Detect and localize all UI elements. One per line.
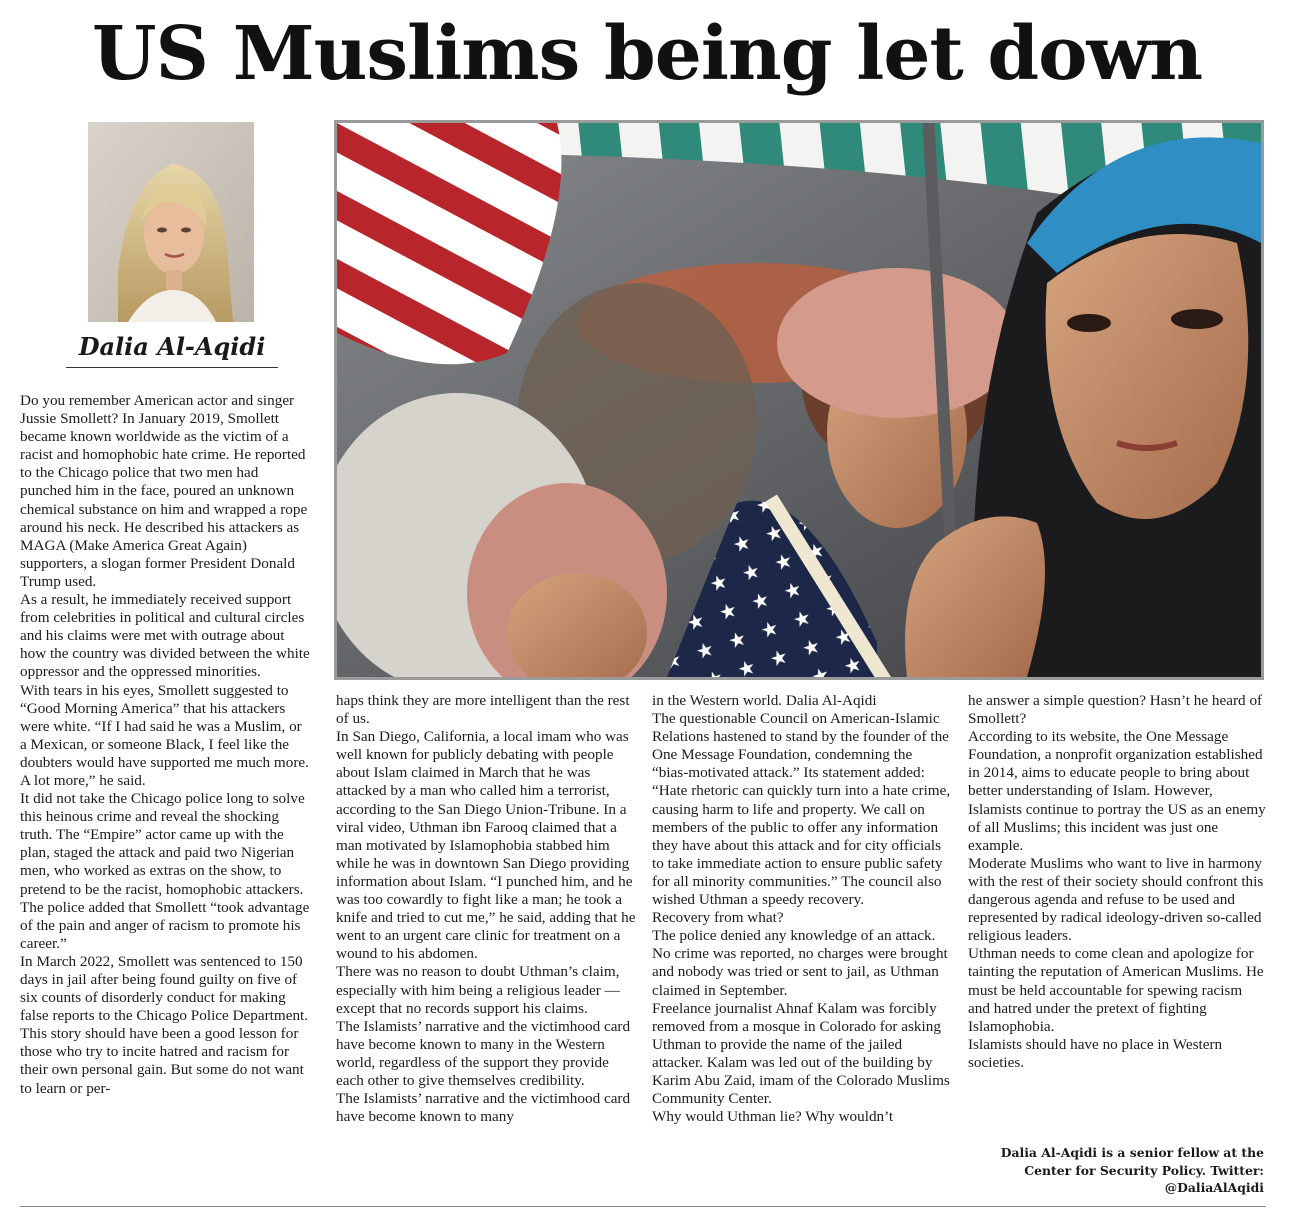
paragraph: With tears in his eyes, Smollett suggested to “Good Morning America” that his attackers were white. “If I had said he was a Muslim, or a Mexican, or someone Black, I feel like the doubters would have supported me much more. A lot more,” he said.: [20, 681, 309, 789]
headline: US Muslims being let down: [91, 11, 1203, 97]
paragraph: The police denied any knowledge of an attack. No crime was reported, no charges were brought and nobody was tried or sent to jail, as Uthman claimed in September.: [652, 927, 948, 999]
author-bio: [968, 1144, 1264, 1197]
paragraph: Recovery from what?: [652, 909, 784, 927]
paragraph: Do you remember American actor and singer Jussie Smollett? In January 2019, Smollett became known worldwide as the victim of a racist and homophobic hate crime. He reported to the Chicago police that two men had punched him in the face, poured an unknown chemical substance on him and wrapped a rope around his neck. He described his attackers as MAGA (Make America Great Again) supporters, a slogan former President Donald Trump used.: [20, 392, 308, 590]
paragraph: Why would Uthman lie? Why wouldn’t: [652, 1108, 894, 1126]
paragraph: Moderate Muslims who want to live in harmony with the rest of their society should confront this dangerous agenda and refuse to be used and represented by radical ideology-driven so-called religious leaders.: [968, 854, 1264, 945]
bottom-divider: [20, 1206, 1266, 1207]
paragraph: Islamists should have no place in Western societies.: [968, 1035, 1223, 1071]
twitter-handle: @DaliaAlAqidi: [1164, 1180, 1264, 1195]
article-column-4: [968, 692, 1266, 1072]
main-photo: [334, 120, 1264, 680]
paragraph: Uthman needs to come clean and apologize for tainting the reputation of American Muslims. He must be held accountable for spewing racism and hatred under the pretext of fighting Islamophobia.: [968, 945, 1264, 1035]
author-divider: [66, 367, 278, 368]
paragraph: In San Diego, California, a local imam who was well known for publicly debating with people about Islam claimed in March that he was attacked by a man who called him a terrorist, according to the San Diego Union-Tribune. In a viral video, Uthman ibn Farooq claimed that a man motivated by Islamophobia stabbed him while he was in downtown San Diego providing information about Islam. “I punched him, and he was too cowardly to fight like a man; he took a knife and tried to cut me,” he said, adding that he went to an urgent care clinic for treatment on a wound to his abdomen.: [336, 728, 636, 963]
paragraph: According to its website, the One Message Foundation, a nonprofit organization established in 2014, aims to educate people to bring about better understanding of Islam. However, Islamists continue to portray the US as an enemy of all Muslims; this incident was just one example.: [968, 728, 1266, 854]
paragraph: This story should have been a good lesson for those who try to incite hatred and racism for their own personal gain. But some do not want to learn or per-: [20, 1025, 304, 1097]
paragraph: There was no reason to doubt Uthman’s claim, especially with him being a religious leader — except that no records support his claims.: [336, 963, 620, 1017]
paragraph: haps think they are more intelligent than the rest of us.: [336, 692, 630, 728]
author-photo: [88, 122, 254, 322]
bio-line: Dalia Al-Aqidi is a senior fellow at the: [1000, 1145, 1264, 1160]
paragraph: It did not take the Chicago police long to solve this heinous crime and reveal the shocking truth. The “Empire” actor came up with the plan, staged the attack and paid two Nigerian men, who worked as extras on the show, to pretend to be the racist, homophobic attackers. The police added that Smollett “took advantage of the pain and anger of racism to promote his career.”: [20, 790, 310, 952]
paragraph: he answer a simple question? Hasn’t he heard of Smollett?: [968, 692, 1263, 728]
paragraph: in the Western world. Dalia Al-Aqidi: [652, 692, 877, 709]
article-column-1: [20, 392, 312, 1098]
article-column-2: [336, 692, 636, 1126]
bio-line: Center for Security Policy. Twitter:: [1024, 1162, 1264, 1178]
paragraph: The Islamists’ narrative and the victimhood card have become known to many: [336, 1090, 631, 1126]
paragraph: As a result, he immediately received support from celebrities in political and cultural circles and his claims were met with outrage about how the country was divided between the white oppressor and the oppressed minorities.: [20, 591, 310, 681]
paragraph: The Islamists’ narrative and the victimhood card have become known to many in the Western world, regardless of the support they provide each other to give themselves credibility.: [336, 1017, 631, 1089]
paragraph: The questionable Council on American-Islamic Relations hastened to stand by the founder of the One Message Foundation, condemning the “bias-motivated attack.” Its statement added: “Hate rhetoric can quickly turn into a hate crime, causing harm to life and property. We call on members of the public to offer any information they have about this attack and for city officials to take immediate action to ensure public safety for all minority communities.” The council also wished Uthman a speedy recovery.: [652, 710, 951, 909]
author-name: Dalia Al-Aqidi: [78, 332, 266, 361]
article-column-3: [652, 692, 952, 1126]
paragraph: In March 2022, Smollett was sentenced to 150 days in jail after being found guilty on five of six counts of disorderly conduct for making false reports to the Chicago Police Department.: [20, 952, 309, 1025]
paragraph: Freelance journalist Ahnaf Kalam was forcibly removed from a mosque in Colorado for asking Uthman to provide the name of the jailed attacker. Kalam was led out of the building by Karim Abu Zaid, imam of the Colorado Muslims Community Center.: [652, 999, 950, 1108]
